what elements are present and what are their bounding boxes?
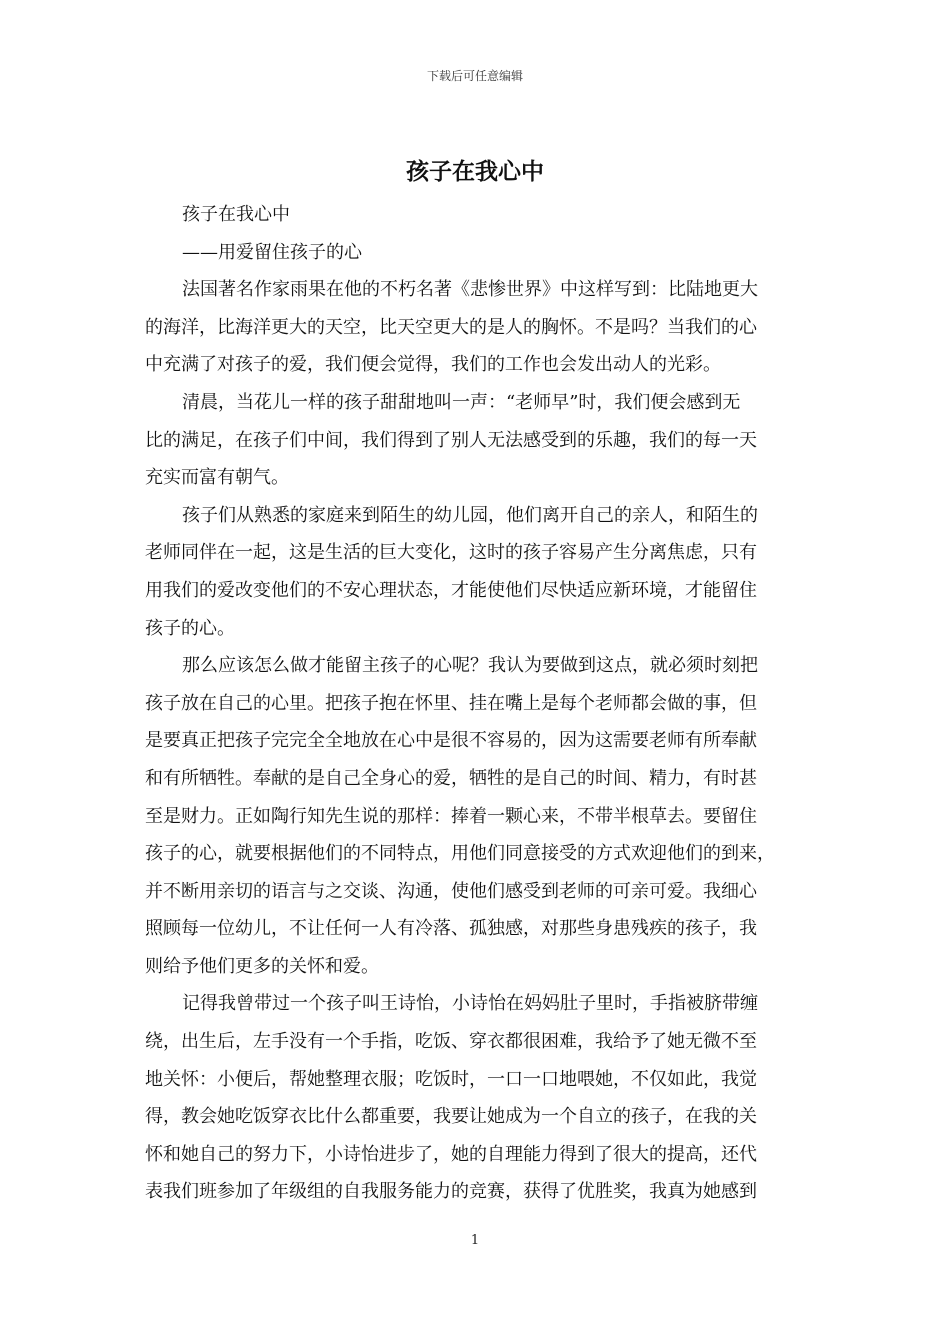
text-line: 表我们班参加了年级组的自我服务能力的竞赛，获得了优胜奖，我真为她感到 [145,1181,757,1203]
text-line: 至是财力。正如陶行知先生说的那样：捧着一颗心来，不带半根草去。要留住 [145,805,757,827]
text-line: 那么应该怎么做才能留主孩子的心呢？我认为要做到这点，就必须时刻把 [182,655,758,677]
text-line: 用我们的爱改变他们的不安心理状态，才能使他们尽快适应新环境，才能留住 [145,579,757,601]
text-line: 孩子的心，就要根据他们的不同特点，用他们同意接受的方式欢迎他们的到来， [145,843,775,865]
text-line: 老师同伴在一起，这是生活的巨大变化，这时的孩子容易产生分离焦虑，只有 [145,542,757,564]
document-title: 孩子在我心中 [406,158,544,185]
text-line: 地关怀：小便后，帮她整理衣服；吃饭时，一口一口地喂她，不仅如此，我觉 [145,1068,757,1090]
text-line: 孩子放在自己的心里。把孩子抱在怀里、挂在嘴上是每个老师都会做的事，但 [145,692,757,714]
text-line: 和有所牺牲。奉献的是自己全身心的爱，牺牲的是自己的时间、精力，有时甚 [145,767,757,789]
text-line: 法国著名作家雨果在他的不朽名著《悲惨世界》中这样写到：比陆地更大 [182,279,758,301]
document-body [145,196,820,1211]
page-number: 1 [470,1233,480,1248]
text-line: 孩子在我心中 [182,204,290,225]
text-line: 照顾每一位幼儿，不让任何一人有冷落、孤独感，对那些身患残疾的孩子，我 [145,918,757,940]
text-line: 中充满了对孩子的爱，我们便会觉得，我们的工作也会发出动人的光彩。 [145,354,721,376]
text-line: 则给予他们更多的关怀和爱。 [145,955,379,977]
text-line: 并不断用亲切的语言与之交谈、沟通，使他们感受到老师的可亲可爱。我细心 [145,880,757,902]
text-line: 充实而富有朝气。 [145,467,289,489]
text-line: 是要真正把孩子完完全全地放在心中是很不容易的，因为这需要老师有所奉献 [145,730,757,752]
text-line: 清晨，当花儿一样的孩子甜甜地叫一声：“老师早”时，我们便会感到无 [182,391,741,413]
text-line: 的海洋，比海洋更大的天空，比天空更大的是人的胸怀。不是吗？当我们的心 [145,316,757,338]
text-line: 比的满足，在孩子们中间，我们得到了别人无法感受到的乐趣，我们的每一天 [145,429,757,451]
text-line: 记得我曾带过一个孩子叫王诗怡，小诗怡在妈妈肚子里时，手指被脐带缠 [182,993,758,1015]
text-line: 得，教会她吃饭穿衣比什么都重要，我要让她成为一个自立的孩子，在我的关 [145,1106,757,1128]
text-line: ——用爱留住孩子的心 [182,241,362,263]
page-header: 下载后可任意编辑 [426,69,523,83]
text-line: 孩子的心。 [145,617,235,639]
text-line: 孩子们从熟悉的家庭来到陌生的幼儿园，他们离开自己的亲人，和陌生的 [182,504,758,526]
text-line: 怀和她自己的努力下，小诗怡进步了，她的自理能力得到了很大的提高，还代 [145,1143,757,1165]
text-line: 绕，出生后，左手没有一个手指，吃饭、穿衣都很困难，我给予了她无微不至 [145,1031,757,1053]
